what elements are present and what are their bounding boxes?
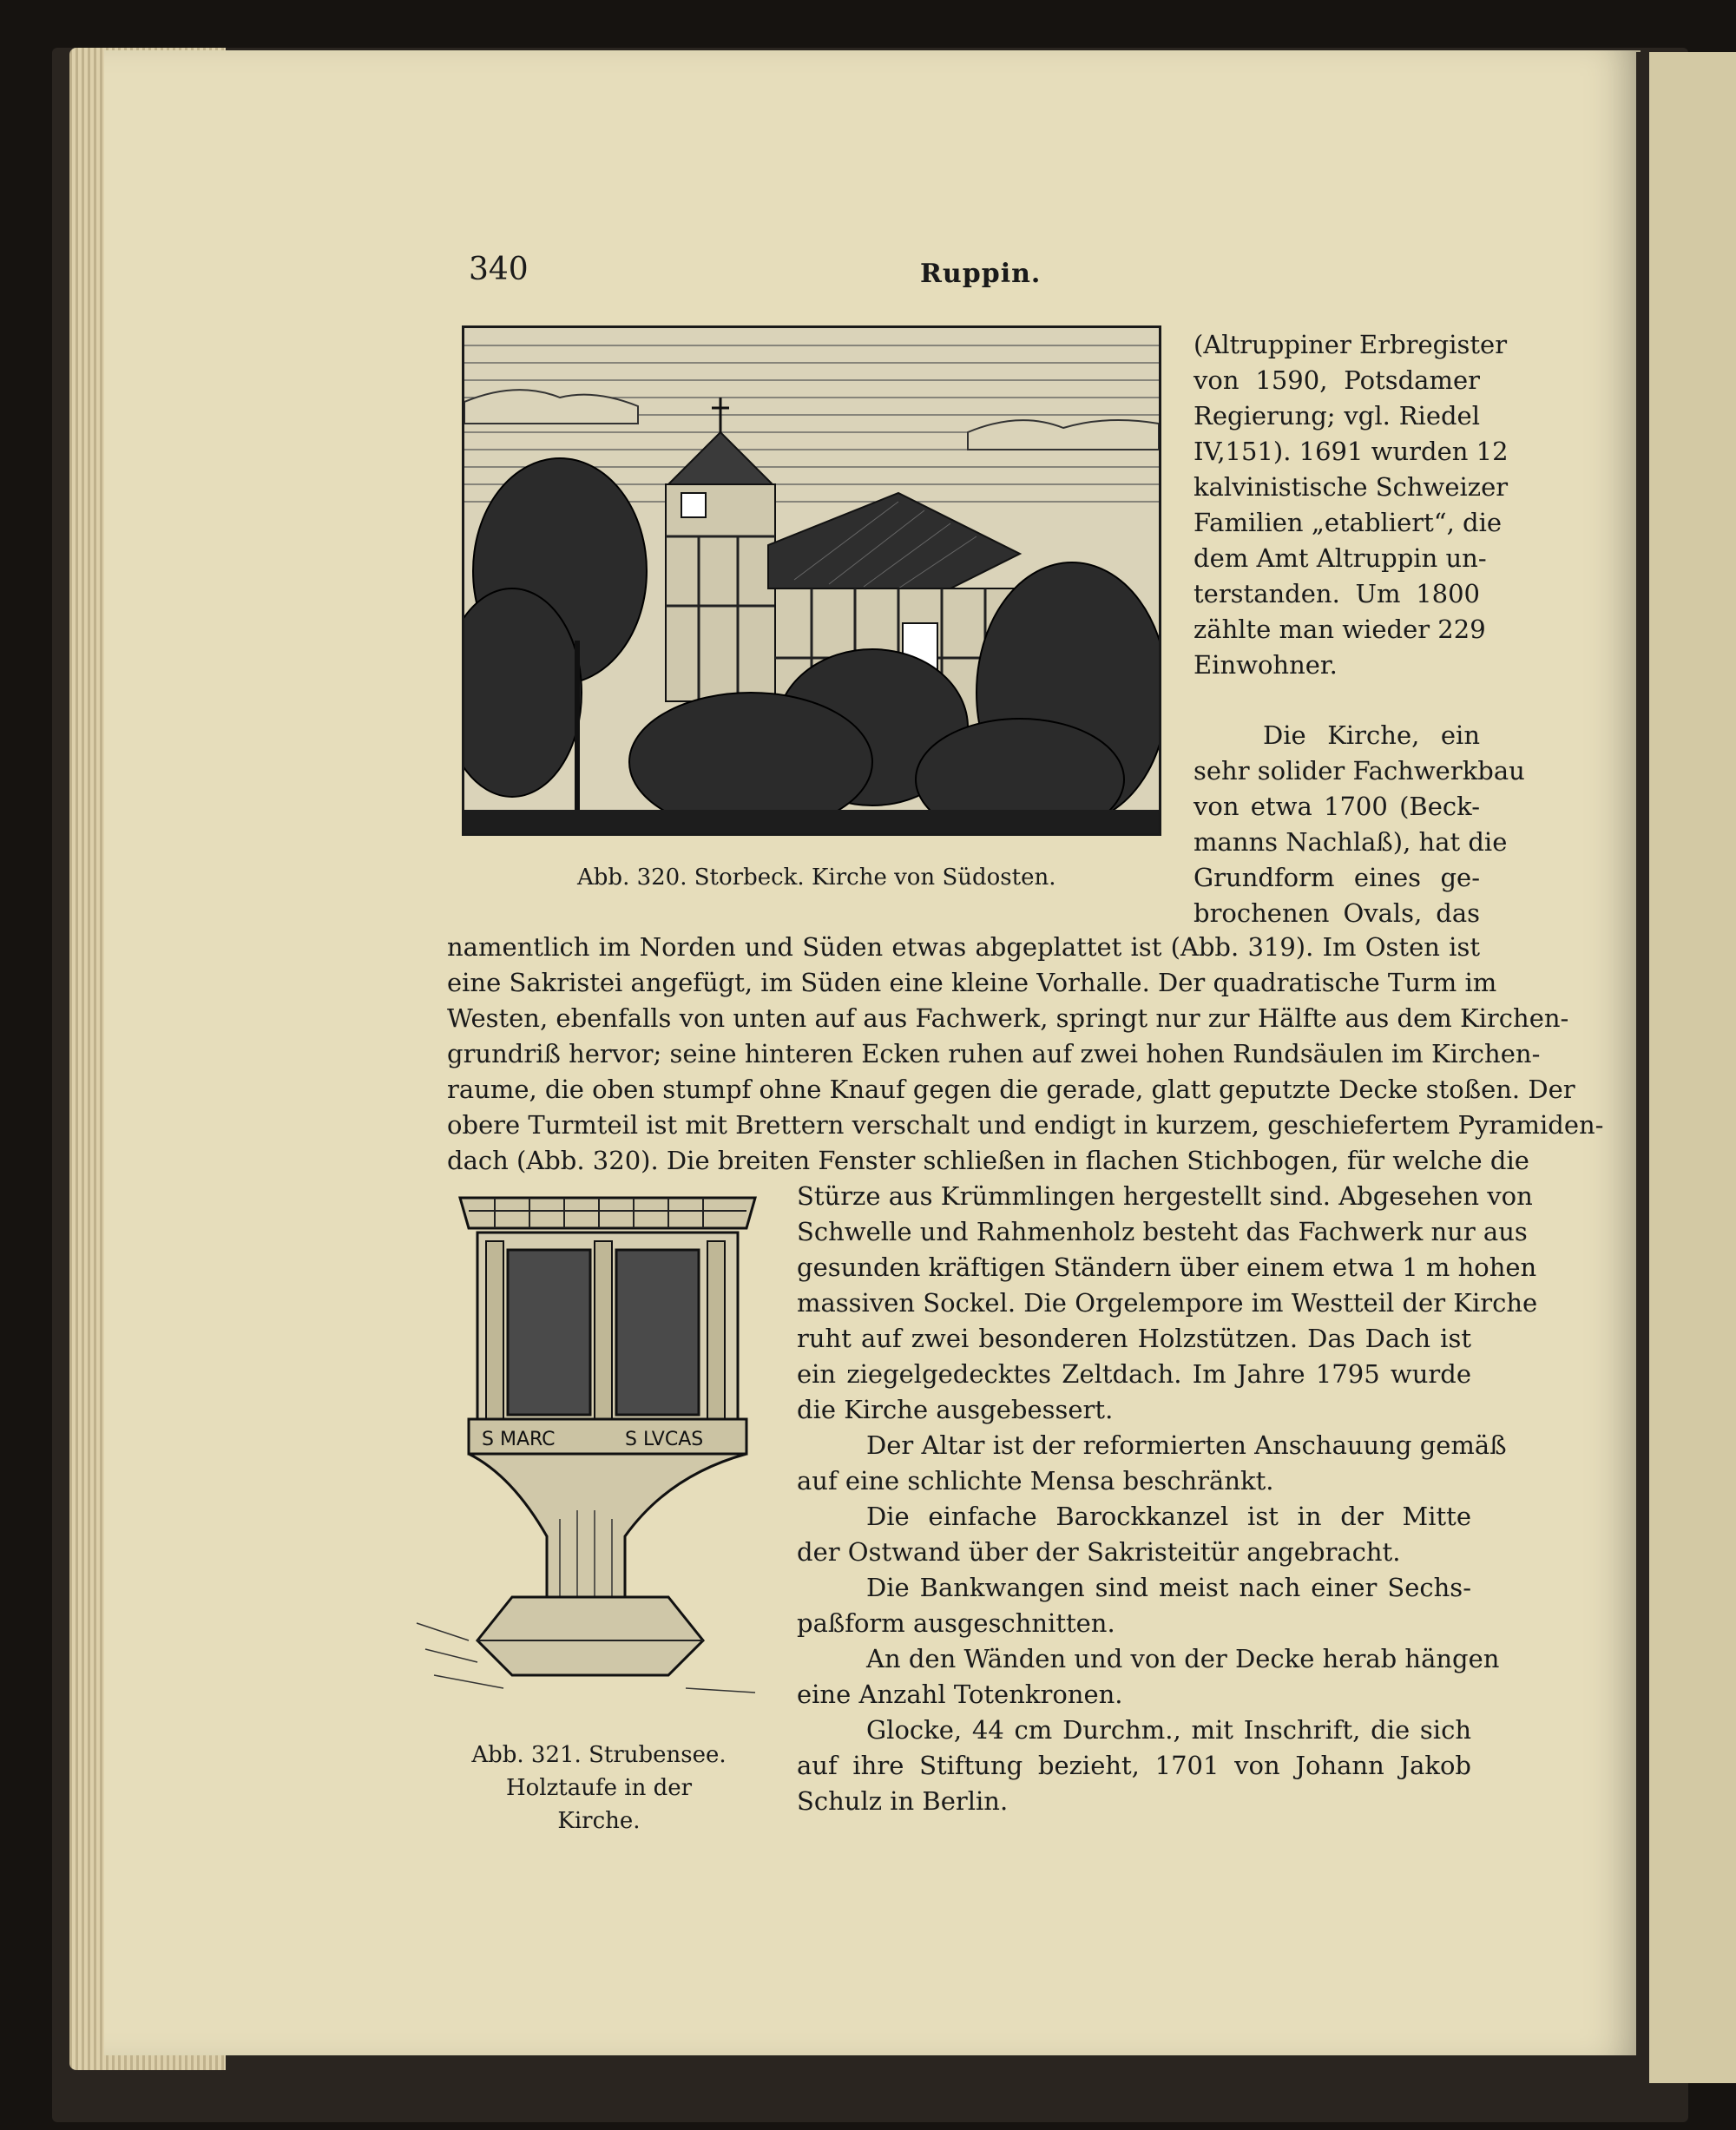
text-line: namentlich im Norden und Süden etwas abgeplattet ist (Abb. 319). Im Osten ist [447, 932, 1480, 962]
next-page-edge [1649, 52, 1736, 2083]
text-line: brochenen Ovals, das [1194, 898, 1480, 928]
text-line: An den Wänden und von der Decke herab hängen [866, 1644, 1500, 1673]
page-gutter [1636, 52, 1647, 2083]
text-line: sehr solider Fachwerkbau [1194, 756, 1525, 786]
baptismal-font-engraving [408, 1189, 773, 1714]
text-line: von etwa 1700 (Beck- [1194, 792, 1480, 821]
page-number: 340 [469, 252, 529, 287]
text-line: die Kirche ausgebessert. [797, 1395, 1114, 1424]
font-inscription-marc: S MARC [482, 1429, 556, 1450]
text-line: eine Sakristei angefügt, im Süden eine kleine Vorhalle. Der quadratische Turm im [447, 968, 1497, 997]
text-line: von 1590, Potsdamer [1194, 365, 1480, 395]
text-line: Die Kirche, ein [1263, 720, 1480, 750]
text-line: dem Amt Altruppin un- [1194, 543, 1487, 573]
caption-321-line2: Holztaufe in der Kirche. [505, 1775, 693, 1834]
text-line: kalvinistische Schweizer [1194, 472, 1509, 502]
text-line: der Ostwand über der Sakristeitür angebracht. [797, 1537, 1401, 1567]
text-line: terstanden. Um 1800 [1194, 579, 1480, 608]
text-line: zählte man wieder 229 [1194, 615, 1486, 644]
text-line: Die einfache Barockkanzel ist in der Mitte [866, 1502, 1471, 1531]
text-line: Die Bankwangen sind meist nach einer Sechs- [866, 1573, 1471, 1602]
text-line: grundriß hervor; seine hinteren Ecken ruhen auf zwei hohen Rundsäulen im Kirchen- [447, 1039, 1541, 1068]
text-line: ruht auf zwei besonderen Holzstützen. Das Dach ist [797, 1324, 1471, 1353]
text-line: Schwelle und Rahmenholz besteht das Fachwerk nur aus [797, 1217, 1528, 1246]
text-line: gesunden kräftigen Ständern über einem etwa 1 m hohen [797, 1252, 1537, 1282]
running-title: Ruppin. [920, 259, 1042, 289]
text-line: eine Anzahl Totenkronen. [797, 1680, 1123, 1709]
text-line: (Altruppiner Erbregister [1194, 330, 1508, 359]
caption-321-line1: Abb. 321. Strubensee. [471, 1742, 727, 1768]
figure-caption-320: Abb. 320. Storbeck. Kirche von Südosten. [577, 864, 1056, 891]
text-line: Glocke, 44 cm Durchm., mit Inschrift, die sich [866, 1715, 1471, 1745]
figure-caption-321 [469, 1739, 729, 1837]
text-line: auf ihre Stiftung bezieht, 1701 von Johann Jakob [797, 1751, 1471, 1780]
text-line: Der Altar ist der reformierten Anschauung gemäß [866, 1430, 1507, 1460]
text-line: paßform ausgeschnitten. [797, 1608, 1115, 1638]
font-inscription-lucas: S LVCAS [625, 1429, 704, 1450]
text-line: IV,151). 1691 wurden 12 [1194, 437, 1509, 466]
text-line: Einwohner. [1194, 650, 1338, 680]
text-line: Stürze aus Krümmlingen hergestellt sind. Abgesehen von [797, 1181, 1533, 1211]
text-line: Westen, ebenfalls von unten auf aus Fachwerk, springt nur zur Hälfte aus dem Kirchen- [447, 1003, 1569, 1033]
church-engraving [462, 325, 1161, 836]
text-line: dach (Abb. 320). Die breiten Fenster schließen in flachen Stichbogen, für welche die [447, 1146, 1529, 1175]
text-line: Grundform eines ge- [1194, 863, 1480, 892]
text-line: Regierung; vgl. Riedel [1194, 401, 1480, 431]
text-line: raume, die oben stumpf ohne Knauf gegen die gerade, glatt geputzte Decke stoßen. Der [447, 1075, 1575, 1104]
text-line: Schulz in Berlin. [797, 1786, 1009, 1816]
text-line: auf eine schlichte Mensa beschränkt. [797, 1466, 1274, 1496]
text-line: massiven Sockel. Die Orgelempore im Westteil der Kirche [797, 1288, 1538, 1318]
text-line: manns Nachlaß), hat die [1194, 827, 1508, 857]
text-line: Familien „etabliert“, die [1194, 508, 1503, 537]
text-line: obere Turmteil ist mit Brettern verschalt und endigt in kurzem, geschiefertem Pyramiden- [447, 1110, 1604, 1140]
text-line: ein ziegelgedecktes Zeltdach. Im Jahre 1795 wurde [797, 1359, 1471, 1389]
